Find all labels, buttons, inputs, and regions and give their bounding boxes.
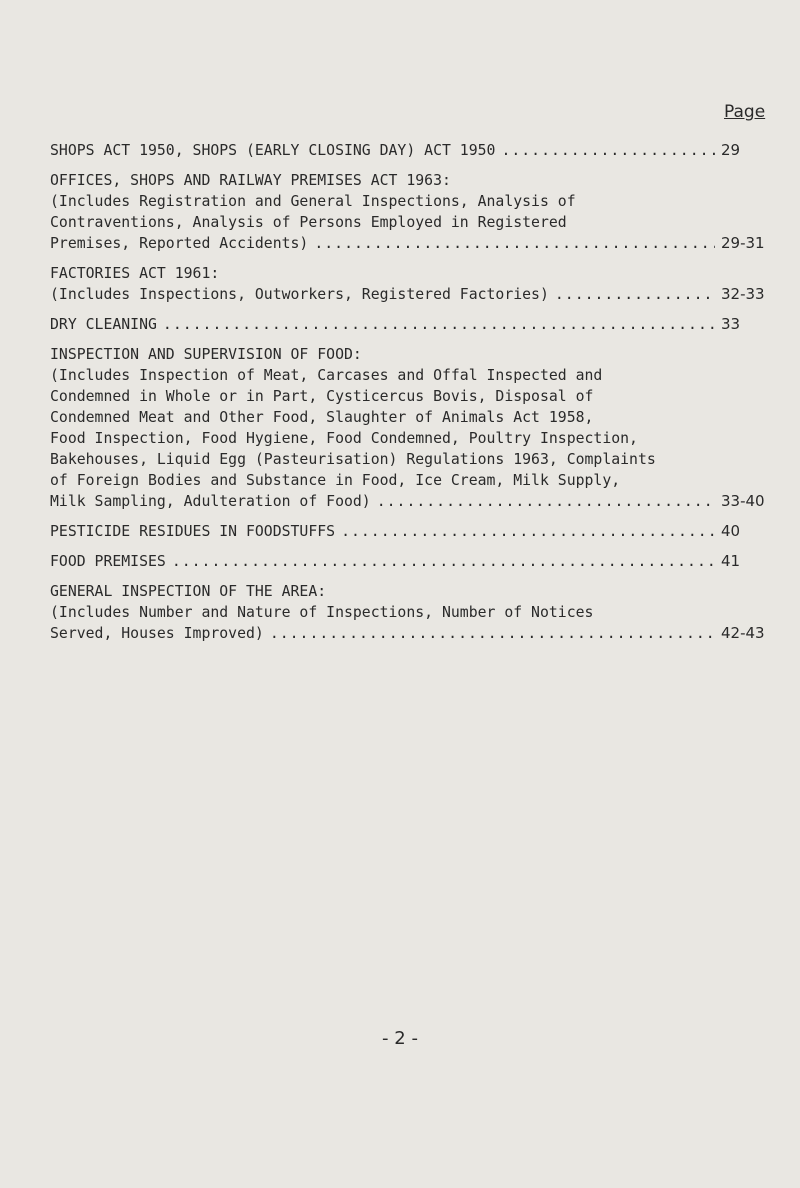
entry-text: of Foreign Bodies and Substance in Food, Ice Cream, Milk Supply,: [50, 472, 621, 489]
entry-description-line: [50, 623, 765, 644]
dot-leader: [314, 233, 715, 254]
entry-heading-line: [50, 581, 765, 602]
entry-page-number: 41: [721, 552, 741, 570]
contents-entry: [50, 344, 765, 512]
page-number: - 2 -: [382, 1028, 418, 1049]
entry-text: (Includes Registration and General Inspections, Analysis of: [50, 193, 576, 210]
entry-text: Premises, Reported Accidents): [50, 235, 309, 252]
entry-text: INSPECTION AND SUPERVISION OF FOOD:: [50, 346, 362, 363]
contents-entry: [50, 140, 765, 161]
entry-page-number: 33-40: [721, 492, 765, 510]
entry-text: (Includes Number and Nature of Inspections, Number of Notices: [50, 604, 594, 621]
entry-text: FACTORIES ACT 1961:: [50, 265, 220, 282]
entry-page-number: 33: [721, 315, 741, 333]
entry-text: Condemned Meat and Other Food, Slaughter of Animals Act 1958,: [50, 409, 594, 426]
entry-text: (Includes Inspections, Outworkers, Registered Factories): [50, 286, 549, 303]
entry-heading-line: [50, 344, 765, 365]
entry-text: Milk Sampling, Adulteration of Food): [50, 493, 371, 510]
entry-description-line: [50, 449, 765, 470]
contents-entry: [50, 314, 765, 335]
contents-entry: [50, 581, 765, 644]
entry-page-number: 42-43: [721, 624, 765, 642]
contents-entry: [50, 551, 765, 572]
entry-text: GENERAL INSPECTION OF THE AREA:: [50, 583, 327, 600]
entry-description-line: [50, 212, 765, 233]
entry-text: DRY CLEANING: [50, 316, 157, 333]
entry-heading-line: [50, 521, 765, 542]
entry-page-number: 29-31: [721, 234, 765, 252]
entry-text: Served, Houses Improved): [50, 625, 264, 642]
entry-text: Bakehouses, Liquid Egg (Pasteurisation) Regulations 1963, Complaints: [50, 451, 656, 468]
dot-leader: [377, 491, 715, 512]
entry-heading-line: [50, 263, 765, 284]
entry-text: SHOPS ACT 1950, SHOPS (EARLY CLOSING DAY) ACT 1950: [50, 142, 496, 159]
entry-description-line: [50, 386, 765, 407]
entry-description-line: [50, 602, 765, 623]
entry-description-line: [50, 365, 765, 386]
entry-text: OFFICES, SHOPS AND RAILWAY PREMISES ACT 1963:: [50, 172, 451, 189]
entry-text: Food Inspection, Food Hygiene, Food Condemned, Poultry Inspection,: [50, 430, 638, 447]
entry-heading-line: [50, 314, 765, 335]
entry-page-number: 29: [721, 141, 741, 159]
entry-description-line: [50, 428, 765, 449]
entry-text: (Includes Inspection of Meat, Carcases and Offal Inspected and: [50, 367, 603, 384]
contents-list: [50, 140, 765, 653]
entry-description-line: [50, 407, 765, 428]
entry-description-line: [50, 284, 765, 305]
dot-leader: [270, 623, 715, 644]
contents-entry: [50, 263, 765, 305]
entry-heading-line: [50, 551, 765, 572]
contents-entry: [50, 521, 765, 542]
entry-heading-line: [50, 170, 765, 191]
entry-text: PESTICIDE RESIDUES IN FOODSTUFFS: [50, 523, 336, 540]
entry-description-line: [50, 491, 765, 512]
entry-heading-line: [50, 140, 765, 161]
page-column-heading: Page: [724, 102, 766, 122]
dot-leader: [341, 521, 715, 542]
dot-leader: [172, 551, 715, 572]
entry-description-line: [50, 233, 765, 254]
dot-leader: [163, 314, 715, 335]
contents-entry: [50, 170, 765, 254]
entry-text: Condemned in Whole or in Part, Cysticercus Bovis, Disposal of: [50, 388, 594, 405]
entry-description-line: [50, 470, 765, 491]
entry-description-line: [50, 191, 765, 212]
dot-leader: [555, 284, 715, 305]
entry-text: Contraventions, Analysis of Persons Employed in Registered: [50, 214, 567, 231]
entry-page-number: 32-33: [721, 285, 765, 303]
entry-page-number: 40: [721, 522, 741, 540]
entry-text: FOOD PREMISES: [50, 553, 166, 570]
dot-leader: [501, 140, 715, 161]
